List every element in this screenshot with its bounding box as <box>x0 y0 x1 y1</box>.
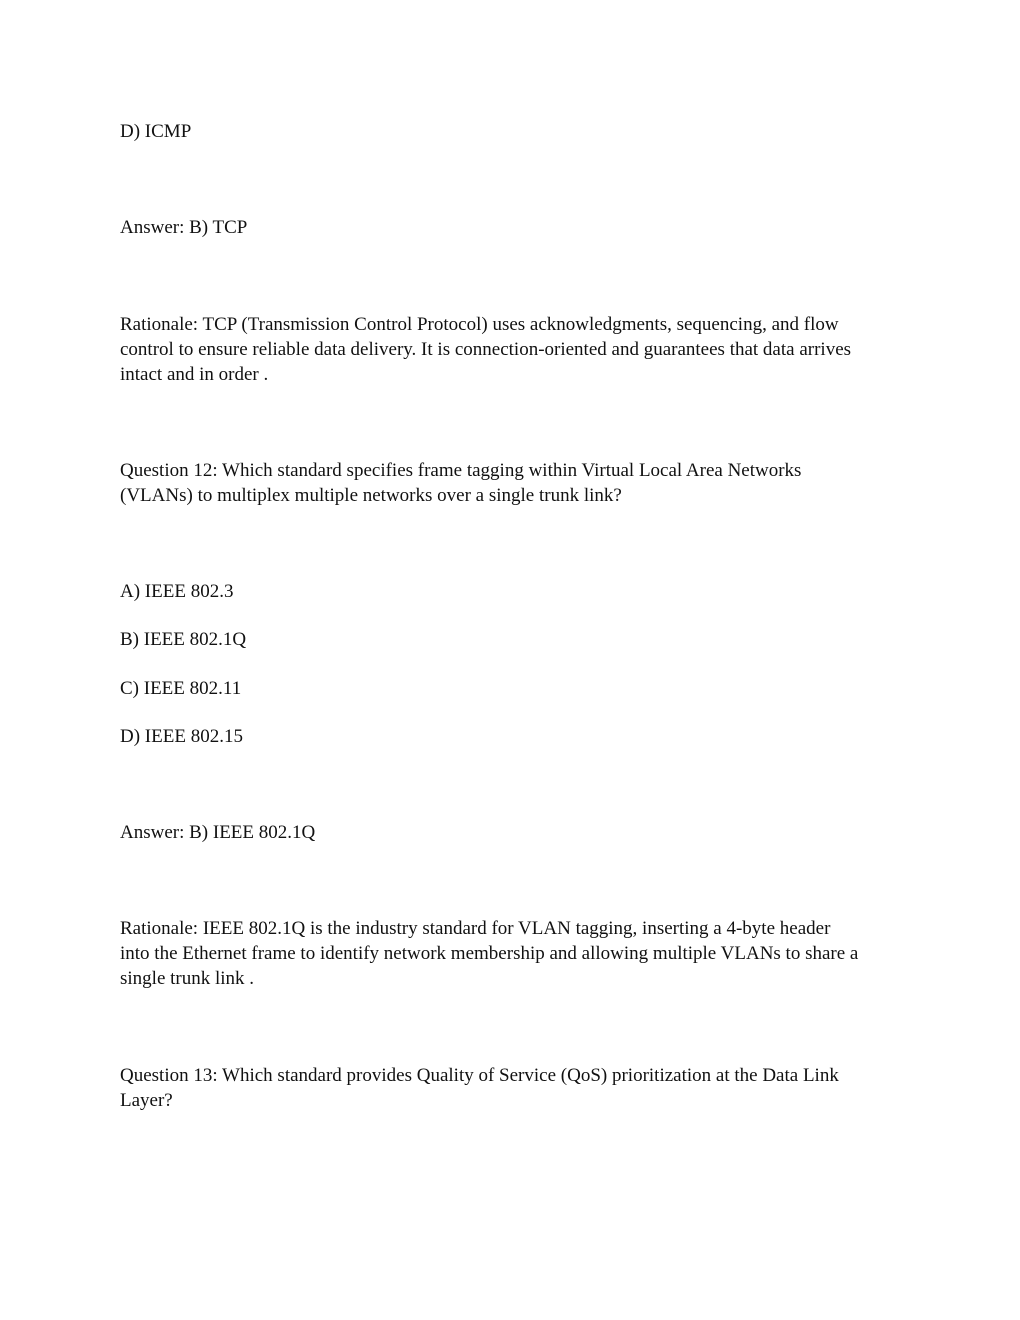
q12-rationale-line-1: Rationale: IEEE 802.1Q is the industry standard for VLAN tagging, inserting a 4-byte header <box>120 918 831 939</box>
question-12-line-1: Question 12: Which standard specifies frame tagging within Virtual Local Area Networks <box>120 460 802 481</box>
q12-answer: Answer: B) IEEE 802.1Q <box>120 822 316 843</box>
q12-rationale-line-3: single trunk link . <box>120 968 255 989</box>
q12-option-d: D) IEEE 802.15 <box>120 726 243 747</box>
question-13-line-1: Question 13: Which standard provides Quality of Service (QoS) prioritization at the Data Link <box>120 1065 839 1086</box>
q12-option-a: A) IEEE 802.3 <box>120 581 234 602</box>
q12-rationale <box>120 916 910 991</box>
prev-option-d: D) ICMP <box>120 121 192 142</box>
q12-rationale-line-2: into the Ethernet frame to identify network membership and allowing multiple VLANs to share a <box>120 943 859 964</box>
prev-rationale-line-2: control to ensure reliable data delivery. It is connection-oriented and guarantees that data arrives <box>120 339 852 360</box>
question-12-line-2: (VLANs) to multiplex multiple networks over a single trunk link? <box>120 485 622 506</box>
q12-option-b: B) IEEE 802.1Q <box>120 629 247 650</box>
prev-rationale <box>120 312 910 387</box>
prev-rationale-line-3: intact and in order . <box>120 364 269 385</box>
question-12 <box>120 458 910 508</box>
q12-option-c: C) IEEE 802.11 <box>120 678 242 699</box>
prev-answer: Answer: B) TCP <box>120 217 248 238</box>
question-13 <box>120 1063 910 1113</box>
prev-rationale-line-1: Rationale: TCP (Transmission Control Protocol) uses acknowledgments, sequencing, and flow <box>120 314 839 335</box>
question-13-line-2: Layer? <box>120 1090 173 1111</box>
